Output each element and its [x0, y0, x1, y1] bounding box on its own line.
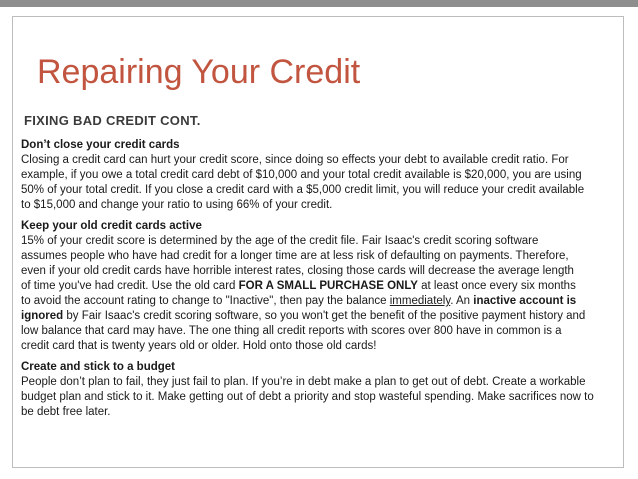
body-text: at least once every six months to avoid the account rating to change to "Inactive", then pay the balance	[21, 280, 576, 307]
section-dont-close-cards	[21, 138, 586, 213]
emphasis-small-purchase: FOR A SMALL PURCHASE ONLY	[238, 280, 418, 292]
emphasis-immediately: immediately	[389, 295, 451, 307]
section-body: People don’t plan to fail, they just fail to plan. If you’re in debt make a plan to get out of debt. Create a workable budget plan and stick to it. Make getting out of debt a priority and stop wasteful spending. Make sacrifices now to be debt free later.	[21, 376, 594, 418]
body-text: by Fair Isaac's credit scoring software, so you won't get the benefit of the positive payment history and low balance that card may have. The one thing all credit reports with scores over 800 have in common is a credit card that is twenty years old or older. Hold onto those old cards!	[21, 310, 586, 352]
top-accent-bar	[0, 0, 638, 7]
section-body: Closing a credit card can hurt your credit score, since doing so effects your debt to available credit ratio. For example, if you owe a total credit card debt of $10,000 and your total credit available is $20,000, you are using 50% of your total credit. If you close a credit card with a $5,000 credit limit, you will reduce your credit available to $15,000 and change your ratio to using 66% of your credit.	[21, 154, 585, 211]
emphasis-inactive-account: inactive account is ignored	[21, 295, 577, 322]
section-body	[21, 234, 586, 354]
body-text: . An	[450, 295, 474, 307]
section-budget	[21, 360, 601, 420]
section-heading: Create and stick to a budget	[21, 361, 176, 373]
section-keep-cards-active	[21, 219, 586, 354]
section-heading: Keep your old credit cards active	[21, 220, 202, 232]
section-heading: Don’t close your credit cards	[21, 139, 180, 151]
body-text: 15% of your credit score is determined by the age of the credit file. Fair Isaac's credit scoring software assumes people who have had credit for a longer time are at less risk of defaulting on payments. Therefore, even if your old credit cards have horrible interest rates, closing those cards will decrease the average length of time you've had credit. Use the old card	[21, 235, 574, 292]
slide-subtitle: FIXING BAD CREDIT CONT.	[24, 113, 201, 128]
slide-title: Repairing Your Credit	[37, 53, 361, 91]
